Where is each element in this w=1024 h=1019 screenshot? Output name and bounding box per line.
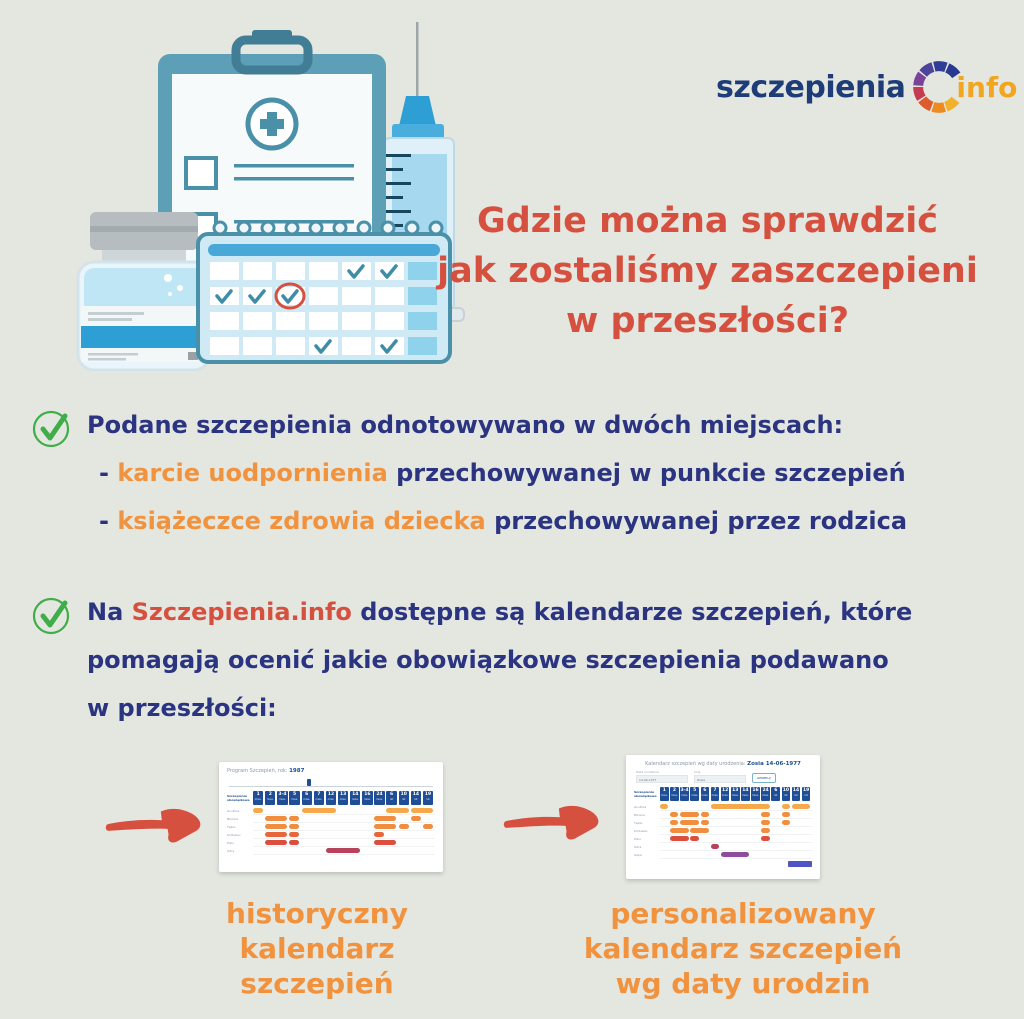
vaccine-row: Krztusiec (634, 827, 812, 835)
age-cell: 12 mies. (326, 791, 336, 805)
logo-suffix: info (956, 70, 1018, 104)
personalized-calendar-screenshot (626, 755, 820, 879)
vaccine-bar (265, 816, 287, 821)
vaccine-row: Krztusiec (227, 831, 435, 839)
age-cell: 14 lat (792, 787, 801, 801)
bullet-text (87, 593, 912, 740)
vaccine-bar (289, 824, 299, 829)
vaccine-bar (289, 816, 299, 821)
age-cell: 19 lat (423, 791, 433, 805)
logo-wordmark: szczepienia (716, 69, 906, 105)
arrow-icon (502, 797, 608, 849)
age-cell: 24 mies. (761, 787, 770, 801)
bullet-line: Na Szczepienia.info dostępne są kalendarze szczepień, które (87, 598, 913, 626)
thumb-action-button (788, 861, 812, 867)
vaccine-bar (265, 832, 287, 837)
vaccine-bar (782, 820, 790, 825)
logo-arc-segment (919, 75, 923, 86)
thumb-input-field: Data urodzenia 14-06-1977 (636, 770, 688, 783)
page-title (415, 196, 1000, 346)
vaccine-bar (670, 836, 688, 841)
vaccine-bar (265, 824, 287, 829)
vaccine-row: Gruźlica (634, 803, 812, 811)
thumb-title: Program Szczepień, rok: 1987 (227, 768, 305, 774)
vaccine-bar (670, 820, 678, 825)
vaccine-row: Polio (227, 839, 435, 847)
check-icon (30, 406, 74, 450)
age-cell: 16 mies. (362, 791, 372, 805)
age-cell: 24 mies. (374, 791, 384, 805)
logo-arc-segment (933, 107, 945, 108)
medical-illustration (40, 16, 470, 371)
thumb-title: Kalendarz szczepień wg daty urodzenia: Zosia 14-06-1977 (645, 761, 801, 767)
age-cell: 3-4 mies. (680, 787, 689, 801)
age-cell: 14 mies. (350, 791, 360, 805)
logo-arc-segment (948, 68, 957, 75)
logo-arc-segment (923, 99, 932, 106)
age-cell: 6 lat (771, 787, 780, 801)
illustration-svg (40, 16, 470, 371)
vaccine-bar (680, 820, 698, 825)
vaccine-bar (711, 844, 719, 849)
thumb-header-row: Szczepienia obowiązkowe 1 mies. 2 mies. 3-4 mies. 5 mies. 6 mies. 7 mies. 12 mies. 13 mies. 14 mies. 16 mies. 24 mies. 6 lat 10 lat 14 lat 19 lat (634, 787, 812, 801)
vaccine-row: Odra (227, 847, 435, 855)
age-cell: 5 mies. (289, 791, 299, 805)
vaccine-bar (399, 824, 409, 829)
check-icon (30, 593, 74, 637)
historical-calendar-caption: historyczny kalendarz szczepień (226, 897, 408, 1000)
personalized-calendar-caption: personalizowany kalendarz szczepień wg daty urodzin (583, 897, 903, 1000)
bullet-text (87, 406, 907, 553)
vaccine-bar (701, 812, 709, 817)
vaccine-row: Tężec (227, 823, 435, 831)
bullet-line: w przeszłości: (87, 694, 277, 722)
thumb-input-field: Imię Zosia (694, 770, 746, 783)
age-cell: 7 mies. (314, 791, 324, 805)
vaccine-bar (411, 808, 433, 813)
page-title-line: Gdzie można sprawdzić (477, 201, 938, 241)
bullet-line: - książeczce zdrowia dziecka przechowywanej przez rodzica (99, 507, 908, 535)
vaccine-bar (782, 812, 790, 817)
age-cell: 12 mies. (721, 787, 730, 801)
vaccine-row: Błonica (227, 815, 435, 823)
vaccine-bar (326, 848, 360, 853)
vaccine-bar (721, 852, 750, 857)
vaccine-bar (423, 824, 433, 829)
age-cell: 1 mies. (660, 787, 669, 801)
page-title-line: jak zostaliśmy zaszczepieni (437, 251, 978, 291)
bullet-calendars-info (30, 593, 912, 740)
thumb-form (636, 770, 812, 783)
vaccine-bar (761, 828, 769, 833)
thumb-timeline (229, 777, 433, 787)
vaccine-row: Gruźlica (227, 807, 435, 815)
logo-arc-segment (924, 67, 934, 73)
vaccine-row: Polio (634, 835, 812, 843)
vaccine-bar (761, 820, 769, 825)
vaccine-bar (690, 836, 698, 841)
vaccine-bar (302, 808, 336, 813)
logo-arc-segment (935, 66, 947, 67)
age-cell: 6 lat (386, 791, 396, 805)
vaccine-bar (782, 804, 790, 809)
vaccine-bar (386, 808, 408, 813)
age-cell: 14 lat (411, 791, 421, 805)
logo-arc-segment (946, 100, 955, 107)
bullet-line: pomagają ocenić jakie obowiązkowe szczepienia podawano (87, 646, 889, 674)
vaccine-bar (690, 828, 708, 833)
thumb-header-row: Szczepienia obowiązkowe 1 mies. 2 mies. 3-4 mies. 5 mies. 6 mies. 7 mies. 12 mies. 13 mies. 14 mies. 16 mies. 24 mies. 6 lat 10 lat 14 lat 19 lat (227, 791, 435, 805)
age-cell: 2 mies. (670, 787, 679, 801)
vaccine-row: Ospa (634, 851, 812, 859)
age-cell: 10 lat (782, 787, 791, 801)
vaccine-bar (374, 816, 396, 821)
vaccine-bar (761, 812, 769, 817)
page-title-line: w przeszłości? (565, 301, 850, 341)
vaccine-bar (411, 816, 421, 821)
thumb-generate-button: GENERUJ (752, 773, 776, 783)
thumb-timeline-marker (307, 779, 311, 786)
vaccine-row: Błonica (634, 811, 812, 819)
vaccine-bar (289, 832, 299, 837)
vaccine-bar (711, 804, 770, 809)
vaccine-row: Odra (634, 843, 812, 851)
bullet-line: - karcie uodpornienia przechowywanej w punkcie szczepień (99, 459, 906, 487)
age-cell: 7 mies. (711, 787, 720, 801)
logo-arc-segment (919, 87, 922, 98)
bullet-recorded-places (30, 406, 907, 553)
calendar-icon (198, 222, 450, 362)
vaccine-bar (374, 824, 396, 829)
vaccine-bar (374, 840, 396, 845)
vaccine-bar (670, 812, 678, 817)
age-cell: 13 mies. (338, 791, 348, 805)
age-cell: 16 mies. (751, 787, 760, 801)
vial-icon (78, 212, 210, 370)
age-cell: 2 mies. (265, 791, 275, 805)
age-cell: 6 mies. (302, 791, 312, 805)
age-cell: 3-4 mies. (277, 791, 287, 805)
vaccine-bar (701, 820, 709, 825)
age-cell: 13 mies. (731, 787, 740, 801)
age-cell: 5 mies. (690, 787, 699, 801)
historical-calendar-screenshot (219, 762, 443, 872)
vaccine-bar (670, 828, 688, 833)
vaccine-bar (253, 808, 263, 813)
vaccine-bar (660, 804, 668, 809)
age-cell: 14 mies. (741, 787, 750, 801)
age-cell: 6 mies. (701, 787, 710, 801)
logo (716, 56, 1017, 118)
vaccine-bar (792, 804, 810, 809)
arrow-icon (104, 800, 210, 852)
vaccine-bar (680, 812, 698, 817)
vaccine-row: Tężec (634, 819, 812, 827)
vaccine-bar (289, 840, 299, 845)
age-cell: 10 lat (399, 791, 409, 805)
age-cell: 19 lat (802, 787, 811, 801)
bullet-line: Podane szczepienia odnotowywano w dwóch miejscach: (87, 411, 844, 439)
vaccine-bar (761, 836, 769, 841)
vaccine-bar (265, 840, 287, 845)
vaccine-bar (374, 832, 384, 837)
age-cell: 1 mies. (253, 791, 263, 805)
